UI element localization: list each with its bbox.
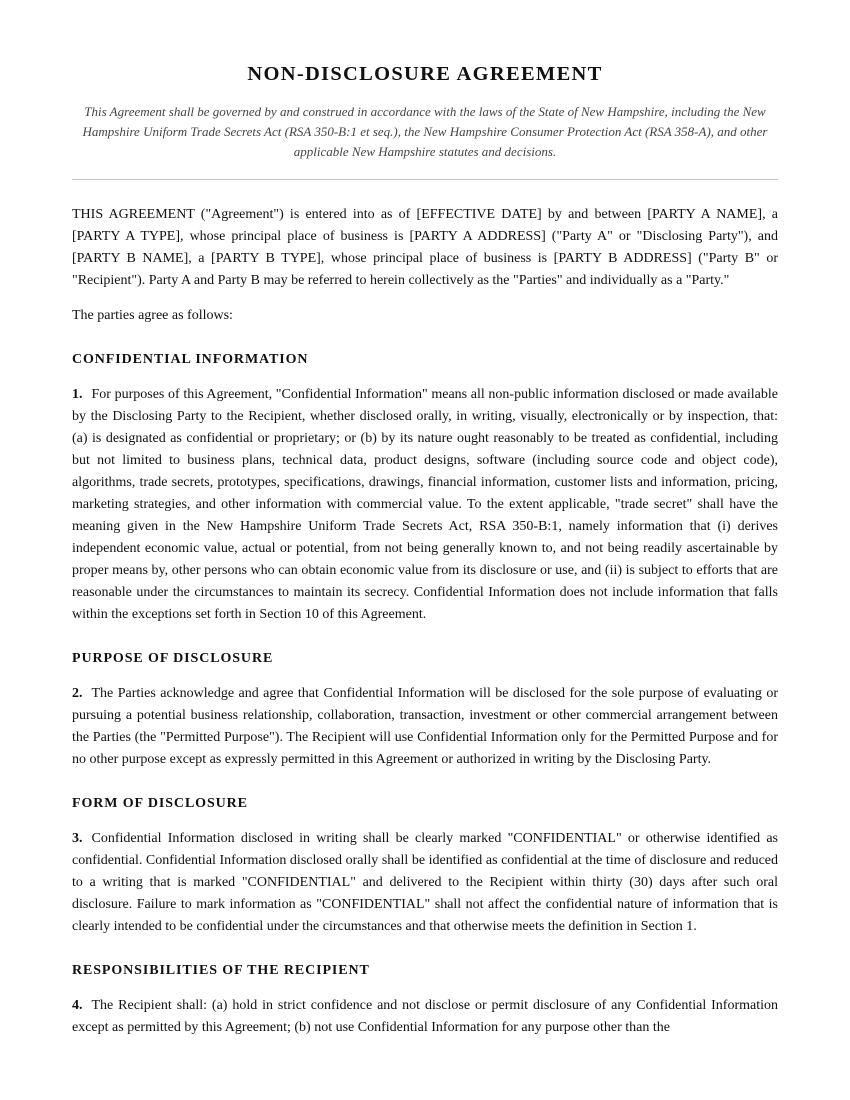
clause-text: Confidential Information disclosed in writing shall be clearly marked "CONFIDENTIAL" or otherwise identified as confidential. Confidential Information disclosed orally shall be identified as confidential at the time of disclosure and reduced to a writing that is marked "CONFIDENTIAL" and delivered to the Recipient within thirty (30) days after such oral disclosure. Failure to mark information as "CONFIDENTIAL" shall not affect the confidential nature of information that is clearly intended to be confidential under the circumstances and that otherwise meets the definition in Section 1. <box>72 831 778 934</box>
governing-law-notice: This Agreement shall be governed by and construed in accordance with the laws of the State of New Hampshire, including the New Hampshire Uniform Trade Secrets Act (RSA 350-B:1 et seq.), the New Hampshire Consumer Protection Act (RSA 358-A), and other applicable New Hampshire statutes and decisions. <box>82 104 768 159</box>
section-heading-form-of-disclosure: FORM OF DISCLOSURE <box>72 796 248 811</box>
clause-text: For purposes of this Agreement, "Confidential Information" means all non-public information disclosed or made available by the Disclosing Party to the Recipient, whether disclosed orally, in writing, visually, electronically or by inspection, that: (a) is designated as confidential or proprietary; or (b) by its nature ought reasonably to be treated as confidential, including but not limited to business plans, technical data, product designs, software (including source code and object code), algorithms, trade secrets, prototypes, specifications, drawings, financial information, customer lists and information, pricing, marketing strategies, and other information with commercial value. To the extent applicable, "trade secret" shall have the meaning given in the New Hampshire Uniform Trade Secrets Act, RSA 350-B:1, namely information that (i) derives independent economic value, actual or potential, from not being generally known to, and not being readily ascertainable by proper means by, other persons who can obtain economic value from its disclosure or use, and (ii) is subject to efforts that are reasonable under the circumstances to maintain its secrecy. Confidential Information does not include information that falls within the exceptions set forth in Section 10 of this Agreement. <box>72 387 778 622</box>
section-heading-responsibilities-of-recipient: RESPONSIBILITIES OF THE RECIPIENT <box>72 963 370 978</box>
clause-4 <box>72 995 778 1039</box>
clause-text: The Recipient shall: (a) hold in strict confidence and not disclose or permit disclosure of any Confidential Information except as permitted by this Agreement; (b) not use Confidential Information for any purpose other than the <box>72 998 778 1035</box>
section-heading-purpose-of-disclosure: PURPOSE OF DISCLOSURE <box>72 651 274 666</box>
preamble-paragraph: THIS AGREEMENT ("Agreement") is entered into as of [EFFECTIVE DATE] by and between [PARTY A NAME], a [PARTY A TYPE], whose principal place of business is [PARTY A ADDRESS] ("Party A" or "Disclosing Party"), and [PARTY B NAME], a [PARTY B TYPE], whose principal place of business is [PARTY B ADDRESS] ("Party B" or "Recipient"). Party A and Party B may be referred to herein collectively as the "Parties" and individually as a "Party." <box>72 207 778 288</box>
clause-number: 1. <box>72 387 83 402</box>
clause-2 <box>72 683 778 771</box>
clause-number: 3. <box>72 831 83 846</box>
document-title: NON-DISCLOSURE AGREEMENT <box>247 63 603 85</box>
clause-number: 2. <box>72 686 83 701</box>
clause-1 <box>72 384 778 626</box>
section-heading-confidential-information: CONFIDENTIAL INFORMATION <box>72 352 309 367</box>
agreement-intro-line: The parties agree as follows: <box>72 308 233 323</box>
clause-number: 4. <box>72 998 83 1013</box>
header-divider <box>72 179 778 180</box>
clause-text: The Parties acknowledge and agree that Confidential Information will be disclosed for the sole purpose of evaluating or pursuing a potential business relationship, collaboration, transaction, investment or other commercial arrangement between the Parties (the "Permitted Purpose"). The Recipient will use Confidential Information only for the Permitted Purpose and for no other purpose except as expressly permitted in this Agreement or authorized in writing by the Disclosing Party. <box>72 686 778 767</box>
clause-3 <box>72 828 778 938</box>
